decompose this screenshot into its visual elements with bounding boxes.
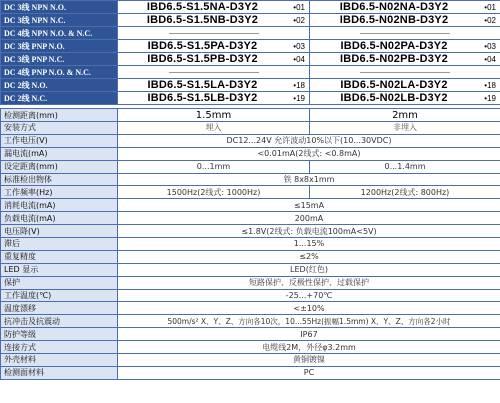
spec-row-voltage	[1, 134, 500, 147]
spec-row-led	[1, 263, 500, 276]
spec-row-voltage-drop	[1, 225, 500, 238]
model-number: IBD6.5-N02NA-D3Y2	[339, 1, 449, 13]
spec-row-consumption	[1, 199, 500, 212]
model-suffix: •01	[293, 3, 305, 12]
spec-row-housing	[1, 354, 500, 367]
not-available-dash	[169, 72, 259, 73]
model-suffix: •18	[484, 81, 496, 90]
model-number: IBD6.5-S1.5PB-D3Y2	[147, 53, 258, 65]
wiring-label: DC 3线 NPN N.O.	[1, 1, 118, 14]
spec-value: <0.01mA(2线式: <0.8mA)	[118, 147, 500, 160]
model-row	[1, 14, 500, 27]
model-row	[1, 40, 500, 53]
spec-label: 消耗电流(mA)	[1, 199, 118, 212]
model-suffix: •04	[293, 55, 305, 64]
model-number: IBD6.5-N02LB-D3Y2	[340, 92, 448, 104]
spec-label: 设定距离(mm)	[1, 160, 118, 173]
spec-row-distance	[1, 109, 500, 122]
spec-value: LED(红色)	[118, 263, 500, 276]
model-number: IBD6.5-N02PB-D3Y2	[340, 53, 448, 65]
spec-value: ≤15mA	[118, 199, 500, 212]
spec-label: 防护等级	[1, 328, 118, 341]
spec-label: 标准检出物体	[1, 173, 118, 186]
wiring-label: DC 2线 N.C.	[1, 92, 118, 105]
not-available-dash	[169, 33, 259, 34]
wiring-label: DC 4线 NPN N.O. & N.C.	[1, 27, 118, 40]
model-suffix: •03	[293, 42, 305, 51]
spec-label: 漏电流(mA)	[1, 147, 118, 160]
model-suffix: •02	[484, 16, 496, 25]
spec-value: ≤1.8V(2线式: 负载电流100mA<5V)	[118, 225, 500, 238]
spec-value: 0...1.4mm	[310, 160, 500, 173]
model-suffix: •19	[484, 94, 496, 103]
spec-label: 抗冲击及抗震动	[1, 315, 118, 328]
model-row	[1, 66, 500, 79]
spec-row-temperature	[1, 289, 500, 302]
spec-row-drift	[1, 302, 500, 315]
spec-row-mounting	[1, 122, 500, 135]
spec-label: 电压降(V)	[1, 225, 118, 238]
model-suffix: •02	[293, 16, 305, 25]
model-row	[1, 79, 500, 92]
spec-value: <±10%	[118, 302, 500, 315]
model-number: IBD6.5-N02LA-D3Y2	[340, 79, 448, 91]
spec-value: 短路保护、反极性保护、过载保护	[118, 276, 500, 289]
spec-label: 工作电压(V)	[1, 134, 118, 147]
spec-value: 1200Hz(2线式: 800Hz)	[310, 186, 500, 199]
spec-label: 滞后	[1, 238, 118, 251]
model-suffix: •18	[293, 81, 305, 90]
model-row	[1, 53, 500, 66]
model-number: IBD6.5-S1.5NA-D3Y2	[146, 1, 259, 13]
model-number: IBD6.5-S1.5NB-D3Y2	[146, 14, 259, 26]
spec-row-shock	[1, 315, 500, 328]
spec-label: 保护	[1, 276, 118, 289]
spec-value: 1...15%	[118, 238, 500, 251]
spec-value: 200mA	[118, 212, 500, 225]
not-available-dash	[360, 33, 450, 34]
spec-row-face	[1, 366, 500, 379]
spec-value: 电缆线2M，外径φ3.2mm	[118, 341, 500, 354]
spec-label: 检测距离(mm)	[1, 109, 118, 122]
model-row	[1, 92, 500, 105]
spec-label: 温度漂移	[1, 302, 118, 315]
spec-value: 铁 8x8x1mm	[118, 173, 500, 186]
spec-value: 500m/s² X、Y、Z、方向各10次，10...55Hz(振幅1.5mm) X、Y、Z、方向各2小时	[118, 315, 500, 328]
model-suffix: •19	[293, 94, 305, 103]
spec-row-leakage	[1, 147, 500, 160]
spec-row-frequency	[1, 186, 500, 199]
spec-row-load	[1, 212, 500, 225]
spec-row-target	[1, 173, 500, 186]
model-number: IBD6.5-N02NB-D3Y2	[339, 14, 449, 26]
spec-value: 1500Hz(2线式: 1000Hz)	[118, 186, 310, 199]
spec-value: PC	[118, 366, 500, 379]
wiring-label: DC 3线 PNP N.C.	[1, 53, 118, 66]
model-number: IBD6.5-S1.5LA-D3Y2	[147, 79, 258, 91]
spec-row-setting	[1, 160, 500, 173]
model-number: IBD6.5-S1.5LB-D3Y2	[147, 92, 258, 104]
not-available-dash	[360, 72, 450, 73]
spec-label: 安装方式	[1, 122, 118, 135]
model-suffix: •01	[484, 3, 496, 12]
spec-value: 埋入	[118, 122, 310, 135]
spec-label: 工作频率(Hz)	[1, 186, 118, 199]
spec-label: LED 显示	[1, 263, 118, 276]
spec-row-connection	[1, 341, 500, 354]
model-number: IBD6.5-N02PA-D3Y2	[340, 40, 448, 52]
spec-row-hysteresis	[1, 238, 500, 251]
wiring-label: DC 3线 NPN N.C.	[1, 14, 118, 27]
spec-value: 0...1mm	[118, 160, 310, 173]
spec-label: 工作温度(℃)	[1, 289, 118, 302]
spec-row-ip	[1, 328, 500, 341]
spec-label: 检测面材料	[1, 366, 118, 379]
wiring-label: DC 3线 PNP N.O.	[1, 40, 118, 53]
spec-label: 连接方式	[1, 341, 118, 354]
spec-value: ≤2%	[118, 250, 500, 263]
wiring-label: DC 4线 PNP N.O. & N.C.	[1, 66, 118, 79]
spec-value: -25...+70℃	[118, 289, 500, 302]
spec-value: 1.5mm	[118, 109, 310, 122]
model-number: IBD6.5-S1.5PA-D3Y2	[147, 40, 258, 52]
wiring-label: DC 2线 N.O.	[1, 79, 118, 92]
spec-value: 黄铜镀镍	[118, 354, 500, 367]
spec-label: 外壳材料	[1, 354, 118, 367]
spec-row-protection	[1, 276, 500, 289]
spec-value: 非埋入	[310, 122, 500, 135]
spec-value: IP67	[118, 328, 500, 341]
model-row	[1, 27, 500, 40]
spec-row-repeat	[1, 250, 500, 263]
model-suffix: •04	[484, 55, 496, 64]
spec-label: 负载电流(mA)	[1, 212, 118, 225]
spec-value: 2mm	[310, 109, 500, 122]
spec-label: 重复精度	[1, 250, 118, 263]
model-suffix: •03	[484, 42, 496, 51]
spec-value: DC12...24V 允许波动10%以下(10...30VDC)	[118, 134, 500, 147]
model-row	[1, 1, 500, 14]
